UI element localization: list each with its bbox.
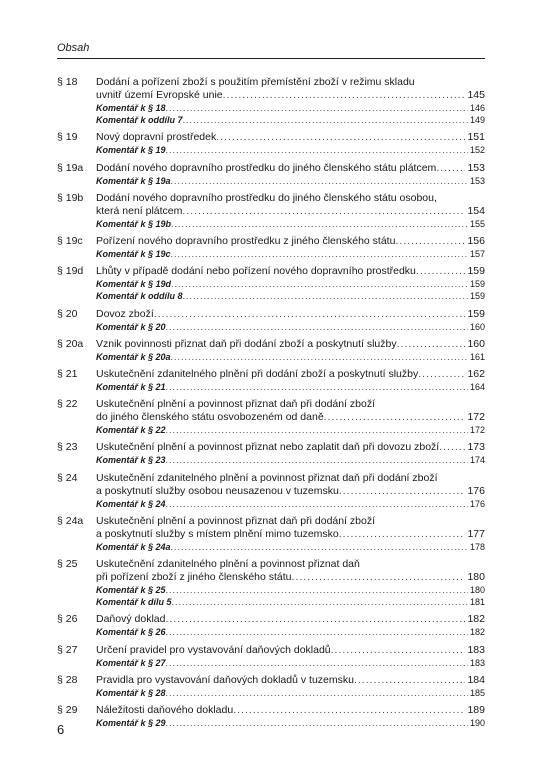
page-ref: 176 [467, 484, 485, 497]
section-title-line [96, 674, 485, 687]
dot-leader [171, 541, 468, 553]
commentary-title: Komentář k § 24 [96, 498, 166, 509]
dot-leader [166, 687, 468, 699]
commentary-title: Komentář k § 22 [96, 425, 166, 436]
commentary-line [96, 584, 485, 596]
section-title: uvnitř území Evropské unie [96, 89, 223, 101]
commentary-line [96, 218, 485, 230]
dot-leader [418, 368, 465, 381]
section-number: § 26 [57, 613, 78, 626]
commentary-title: Komentář k § 19c [96, 249, 171, 260]
dot-leader [166, 424, 468, 436]
dot-leader [166, 498, 468, 510]
dot-leader [166, 626, 468, 638]
commentary-line [96, 114, 485, 126]
commentary-line [96, 381, 485, 393]
section-title: Vznik povinnosti přiznat daň při dodání zboží a poskytnutí služby [96, 337, 397, 350]
page-ref: 164 [469, 382, 485, 393]
table-of-contents [57, 76, 485, 734]
dot-leader [165, 613, 465, 626]
section-title-line [96, 265, 485, 278]
section-title: do jiného členského státu osvobozeném od daně [96, 411, 324, 424]
commentary-title: Komentář k § 18 [96, 103, 166, 113]
page-ref: 146 [469, 103, 485, 113]
toc-entry [57, 368, 485, 393]
dot-leader [166, 144, 468, 156]
page-ref: 159 [467, 265, 485, 278]
section-title-line [96, 235, 485, 248]
commentary-line [96, 687, 485, 699]
dot-leader [166, 717, 468, 729]
section-number: § 19b [57, 191, 84, 204]
section-title-line [96, 441, 485, 454]
dot-leader [171, 278, 468, 290]
commentary-line [96, 321, 485, 333]
page-ref: 151 [467, 131, 485, 144]
section-title-line [96, 528, 485, 541]
section-title: která není plátcem [96, 204, 183, 217]
dot-leader [166, 321, 468, 333]
commentary-line [96, 351, 485, 363]
toc-entry [57, 338, 485, 363]
section-title: Dovoz zboží [96, 307, 154, 320]
page-ref: 159 [467, 307, 485, 320]
dot-leader [354, 674, 466, 687]
commentary-title: Komentář k § 19 [96, 145, 166, 156]
page-ref: 176 [469, 498, 485, 509]
commentary-line [96, 290, 485, 302]
dot-leader [166, 584, 468, 596]
page-ref: 180 [467, 571, 485, 584]
toc-entry [57, 398, 485, 436]
dot-leader [166, 381, 468, 393]
dot-leader [171, 175, 468, 187]
commentary-title: Komentář k § 23 [96, 455, 166, 466]
section-title-line [96, 398, 485, 411]
dot-leader [339, 485, 466, 498]
toc-entry [57, 613, 485, 638]
toc-entry [57, 704, 485, 729]
dot-leader [183, 290, 468, 302]
commentary-line [96, 626, 485, 638]
page-ref: 182 [469, 627, 485, 638]
commentary-line [96, 102, 485, 114]
page-ref: 172 [469, 425, 485, 436]
page-ref: 149 [469, 115, 485, 126]
commentary-line [96, 657, 485, 669]
section-title: Daňový doklad [96, 613, 166, 626]
toc-entry [57, 515, 485, 553]
commentary-title: Komentář k § 24a [96, 541, 171, 552]
dot-leader [166, 657, 468, 669]
page-ref: 174 [469, 455, 485, 466]
section-title: Pravidla pro vystavování daňových dokladů v tuzemsku [96, 673, 354, 686]
section-title-line [96, 192, 485, 205]
running-header: Obsah [57, 42, 90, 54]
dot-leader [166, 102, 468, 114]
section-number: § 24 [57, 471, 78, 484]
dot-leader [395, 235, 465, 248]
section-title-line [96, 338, 485, 351]
page-ref: 173 [467, 441, 485, 454]
section-number: § 29 [57, 704, 78, 717]
section-title: Pořízení nového dopravního prostředku z jiného členského státu [96, 235, 396, 248]
section-title-line [96, 368, 485, 381]
section-title-line [96, 472, 485, 485]
section-title: při pořízení zboží z jiného členského státu [96, 571, 292, 584]
section-title-line [96, 76, 485, 89]
section-number: § 24a [57, 514, 84, 527]
section-title-line [96, 571, 485, 584]
section-title-line [96, 411, 485, 424]
toc-entry [57, 235, 485, 260]
page-ref: 181 [469, 597, 485, 608]
commentary-line [96, 248, 485, 260]
page-ref: 159 [469, 291, 485, 302]
dot-leader [397, 338, 466, 351]
page-ref: 153 [469, 175, 485, 186]
dot-leader [223, 89, 466, 102]
page-ref: 159 [469, 279, 485, 290]
section-title-line [96, 162, 485, 175]
section-number: § 23 [57, 441, 78, 454]
page-ref: 153 [467, 161, 485, 174]
page-ref: 189 [467, 704, 485, 717]
dot-leader [439, 441, 465, 454]
page-ref: 178 [469, 541, 485, 552]
commentary-title: Komentář k dílu 5 [96, 597, 172, 608]
page-ref: 152 [469, 145, 485, 156]
toc-entry [57, 76, 485, 126]
page-ref: 157 [469, 249, 485, 260]
page-ref: 183 [467, 643, 485, 656]
section-title: Dodání nového dopravního prostředku do jiného členského státu plátcem [96, 161, 437, 174]
toc-entry [57, 644, 485, 669]
page-ref: 161 [469, 351, 485, 362]
section-title-line [96, 205, 485, 218]
commentary-line [96, 454, 485, 466]
section-title: Uskutečnění plnění a povinnost přiznat daň při dodání zboží [96, 398, 376, 411]
section-number: § 18 [57, 76, 78, 88]
section-number: § 20a [57, 337, 84, 350]
page-ref: 177 [467, 527, 485, 540]
section-number: § 28 [57, 673, 78, 686]
section-number: § 19c [57, 235, 83, 248]
section-title: a poskytnutí služby osobou neusazenou v tuzemsku [96, 484, 339, 497]
dot-leader [216, 131, 465, 144]
section-title: Určení pravidel pro vystavování daňových dokladů [96, 643, 331, 656]
section-title-line [96, 644, 485, 657]
section-title-line [96, 558, 485, 571]
commentary-title: Komentář k § 26 [96, 627, 166, 638]
section-title: Náležitosti daňového dokladu [96, 704, 234, 717]
section-title: Uskutečnění zdanitelného plnění při dodání zboží a poskytnutí služby [96, 368, 419, 381]
section-title-line [96, 515, 485, 528]
toc-entry [57, 472, 485, 510]
commentary-title: Komentář k § 25 [96, 585, 166, 596]
commentary-title: Komentář k § 20a [96, 351, 171, 362]
section-number: § 25 [57, 558, 78, 571]
page-number: 6 [57, 722, 65, 737]
page-ref: 190 [469, 718, 485, 729]
dot-leader [324, 411, 466, 424]
page-ref: 155 [469, 218, 485, 229]
page-ref: 172 [467, 411, 485, 424]
dot-leader [171, 248, 468, 260]
toc-entry [57, 265, 485, 302]
page-ref: 185 [469, 687, 485, 698]
dot-leader [233, 704, 465, 717]
commentary-line [96, 424, 485, 436]
dot-leader [183, 114, 468, 126]
toc-entry [57, 131, 485, 156]
section-title: Nový dopravní prostředek [96, 131, 217, 144]
dot-leader [172, 596, 468, 608]
section-title-line [96, 704, 485, 717]
dot-leader [339, 528, 466, 541]
page-ref: 160 [467, 337, 485, 350]
dot-leader [171, 351, 468, 363]
commentary-title: Komentář k § 28 [96, 687, 166, 698]
commentary-title: Komentář k § 21 [96, 382, 166, 393]
section-title-line [96, 308, 485, 321]
section-title-line [96, 613, 485, 626]
dot-leader [171, 218, 468, 230]
section-title: Uskutečnění plnění a povinnost přiznat daň při dodání zboží [96, 514, 376, 527]
toc-entry [57, 558, 485, 608]
commentary-title: Komentář k § 19d [96, 279, 172, 290]
commentary-title: Komentář k § 29 [96, 718, 166, 729]
section-number: § 21 [57, 368, 78, 381]
section-title: Dodání nového dopravního prostředku do jiného členského státu osobou, [96, 191, 437, 204]
commentary-title: Komentář k § 20 [96, 321, 166, 332]
section-title-line [96, 485, 485, 498]
commentary-line [96, 717, 485, 729]
section-title: Uskutečnění zdanitelného plnění a povinnost přiznat daň při dodání zboží [96, 471, 438, 484]
dot-leader [154, 308, 466, 321]
commentary-line [96, 498, 485, 510]
commentary-line [96, 278, 485, 290]
toc-entry [57, 308, 485, 333]
dot-leader [436, 162, 465, 175]
commentary-title: Komentář k § 19b [96, 218, 172, 229]
commentary-title: Komentář k oddílu 7 [96, 115, 183, 126]
commentary-line [96, 541, 485, 553]
section-number: § 19a [57, 161, 84, 174]
page-ref: 160 [469, 321, 485, 332]
section-number: § 19d [57, 265, 84, 278]
section-title: Dodání a pořízení zboží s použitím přemístění zboží v režimu skladu [96, 76, 415, 88]
commentary-title: Komentář k § 27 [96, 657, 166, 668]
section-number: § 22 [57, 398, 78, 411]
toc-entry [57, 441, 485, 466]
page-ref: 162 [467, 368, 485, 381]
page-ref: 182 [467, 613, 485, 626]
section-number: § 19 [57, 131, 78, 144]
page-ref: 154 [467, 204, 485, 217]
section-title: a poskytnutí služby s místem plnění mimo tuzemsko [96, 527, 339, 540]
page-ref: 184 [467, 673, 485, 686]
toc-entry [57, 162, 485, 187]
toc-entry [57, 192, 485, 230]
page-ref: 180 [469, 585, 485, 596]
header-rule [57, 58, 485, 59]
toc-entry [57, 674, 485, 699]
section-number: § 27 [57, 643, 78, 656]
page-ref: 145 [467, 89, 485, 101]
commentary-line [96, 144, 485, 156]
section-title: Uskutečnění zdanitelného plnění a povinnost přiznat daň [96, 558, 360, 571]
dot-leader [166, 454, 468, 466]
section-number: § 20 [57, 307, 78, 320]
dot-leader [331, 644, 466, 657]
dot-leader [182, 205, 465, 218]
section-title-line [96, 131, 485, 144]
commentary-line [96, 596, 485, 608]
commentary-line [96, 175, 485, 187]
commentary-title: Komentář k oddílu 8 [96, 291, 183, 302]
dot-leader [416, 265, 466, 278]
page-ref: 156 [467, 235, 485, 248]
commentary-title: Komentář k § 19a [96, 175, 171, 186]
page-ref: 183 [469, 657, 485, 668]
dot-leader [292, 571, 466, 584]
section-title-line [96, 89, 485, 102]
section-title: Uskutečnění plnění a povinnost přiznat nebo zaplatit daň při dovozu zboží [96, 441, 440, 454]
section-title: Lhůty v případě dodání nebo pořízení nového dopravního prostředku [96, 265, 416, 278]
